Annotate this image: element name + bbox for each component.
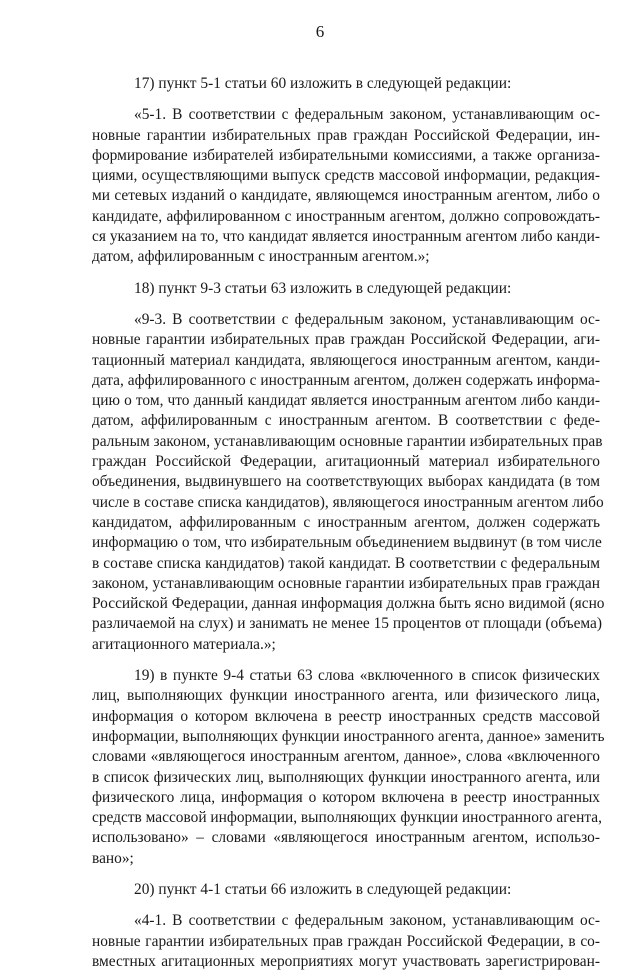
text-line: новные гарантии избирательных прав граждан Российской Федерации, аги- bbox=[92, 331, 600, 349]
text-line: в составе списка кандидатов) такой кандидат. В соответствии с федеральным bbox=[92, 554, 600, 572]
text-line: граждан Российской Федерации, агитационный материал избирательного bbox=[92, 453, 600, 471]
paragraph-item-18 bbox=[92, 279, 600, 299]
text-line: цию о том, что данный кандидат является иностранным агентом либо канди- bbox=[92, 392, 600, 410]
text-line: агитационного материала.»; bbox=[92, 635, 276, 653]
paragraph-item-19 bbox=[92, 666, 605, 869]
paragraph-item-17 bbox=[92, 74, 600, 94]
document-body bbox=[92, 74, 605, 972]
text-line: кандидатом, аффилированным с иностранным агентом, должен содержать bbox=[92, 513, 600, 531]
paragraph-clause-4-1 bbox=[92, 911, 600, 972]
paragraph-clause-9-3 bbox=[92, 310, 605, 655]
text-line: «4-1. В соответствии с федеральным законом, устанавливающим ос- bbox=[134, 912, 600, 930]
text-line: информации, выполняющих функции иностранного агента, данное» заменить bbox=[92, 727, 605, 745]
text-line: вано»; bbox=[92, 849, 134, 867]
paragraph-gap bbox=[92, 268, 600, 279]
text-line: ми сетевых изданий о кандидате, являющемся иностранным агентом, либо о bbox=[92, 187, 600, 205]
text-line: информацию о том, что избирательным объединением выдвинут (в том числе bbox=[92, 534, 602, 552]
text-line: тационный материал кандидата, являющегося иностранным агентом, канди- bbox=[92, 351, 600, 369]
text-line: 20) пункт 4-1 статьи 66 изложить в следующей редакции: bbox=[134, 880, 512, 898]
text-line: в список физических лиц, выполняющих функции иностранного агента, или bbox=[92, 768, 600, 786]
text-line: «9-3. В соответствии с федеральным законом, устанавливающим ос- bbox=[134, 310, 600, 328]
text-line: числе в составе списка кандидатов), являющегося иностранным агентом либо bbox=[92, 493, 604, 511]
text-line: «5-1. В соответствии с федеральным законом, устанавливающим ос- bbox=[134, 106, 600, 124]
text-line: кандидате, аффилированном с иностранным агентом, должно сопровождать- bbox=[92, 207, 600, 225]
text-line: формирование избирателей избирательными комиссиями, а также организа- bbox=[92, 146, 600, 164]
text-line: объединения, выдвинувшего на соответствующих выборах кандидата (в том bbox=[92, 473, 600, 491]
page-number: 6 bbox=[315, 22, 325, 41]
paragraph-gap bbox=[92, 299, 600, 310]
text-line: использовано» – словами «являющегося иностранным агентом, использо- bbox=[92, 829, 600, 847]
text-line: законом, устанавливающим основные гарантии избирательных прав граждан bbox=[92, 574, 600, 592]
text-line: датом, аффилированным с иностранным агентом.»; bbox=[92, 248, 430, 266]
paragraph-gap bbox=[92, 900, 600, 911]
text-line: 19) в пункте 9-4 статьи 63 слова «включенного в список физических bbox=[134, 667, 600, 685]
paragraph-gap bbox=[92, 655, 600, 666]
text-line: датом, аффилированным с иностранным агентом. В соответствии с феде- bbox=[92, 412, 600, 430]
text-line: новные гарантии избирательных прав граждан Российской Федерации, ин- bbox=[92, 126, 600, 144]
text-line: ральным законом, устанавливающим основные гарантии избирательных прав bbox=[92, 432, 603, 450]
paragraph-gap bbox=[92, 869, 600, 880]
text-line: физического лица, информация о котором включена в реестр иностранных bbox=[92, 788, 600, 806]
paragraph-clause-5-1 bbox=[92, 105, 600, 267]
text-line: ся указанием на то, что кандидат является иностранным агентом либо канди- bbox=[92, 228, 600, 246]
text-line: лиц, выполняющих функции иностранного агента, или физического лица, bbox=[92, 687, 600, 705]
text-line: словами «являющегося иностранным агентом, данное», слова «включенного bbox=[92, 748, 600, 766]
text-line: новные гарантии избирательных прав граждан Российской Федерации, в со- bbox=[92, 932, 600, 950]
paragraph-item-20 bbox=[92, 880, 600, 900]
text-line: 18) пункт 9-3 статьи 63 изложить в следующей редакции: bbox=[134, 279, 512, 297]
text-line: вместных агитационных мероприятиях могут участвовать зарегистрирован- bbox=[92, 952, 600, 970]
text-line: информация о котором включена в реестр иностранных средств массовой bbox=[92, 707, 600, 725]
text-line: Российской Федерации, данная информация должна быть ясно видимой (ясно bbox=[92, 595, 605, 613]
text-line: дата, аффилированного с иностранным агентом, должен содержать информа- bbox=[92, 371, 600, 389]
text-line: различаемой на слух) и занимать не менее 15 процентов от площади (объема) bbox=[92, 615, 603, 633]
text-line: циями, осуществляющими выпуск средств массовой информации, редакция- bbox=[92, 167, 600, 185]
text-line: средств массовой информации, выполняющих функции иностранного агента, bbox=[92, 809, 602, 827]
paragraph-gap bbox=[92, 94, 600, 105]
text-line: 17) пункт 5-1 статьи 60 изложить в следующей редакции: bbox=[134, 75, 512, 92]
